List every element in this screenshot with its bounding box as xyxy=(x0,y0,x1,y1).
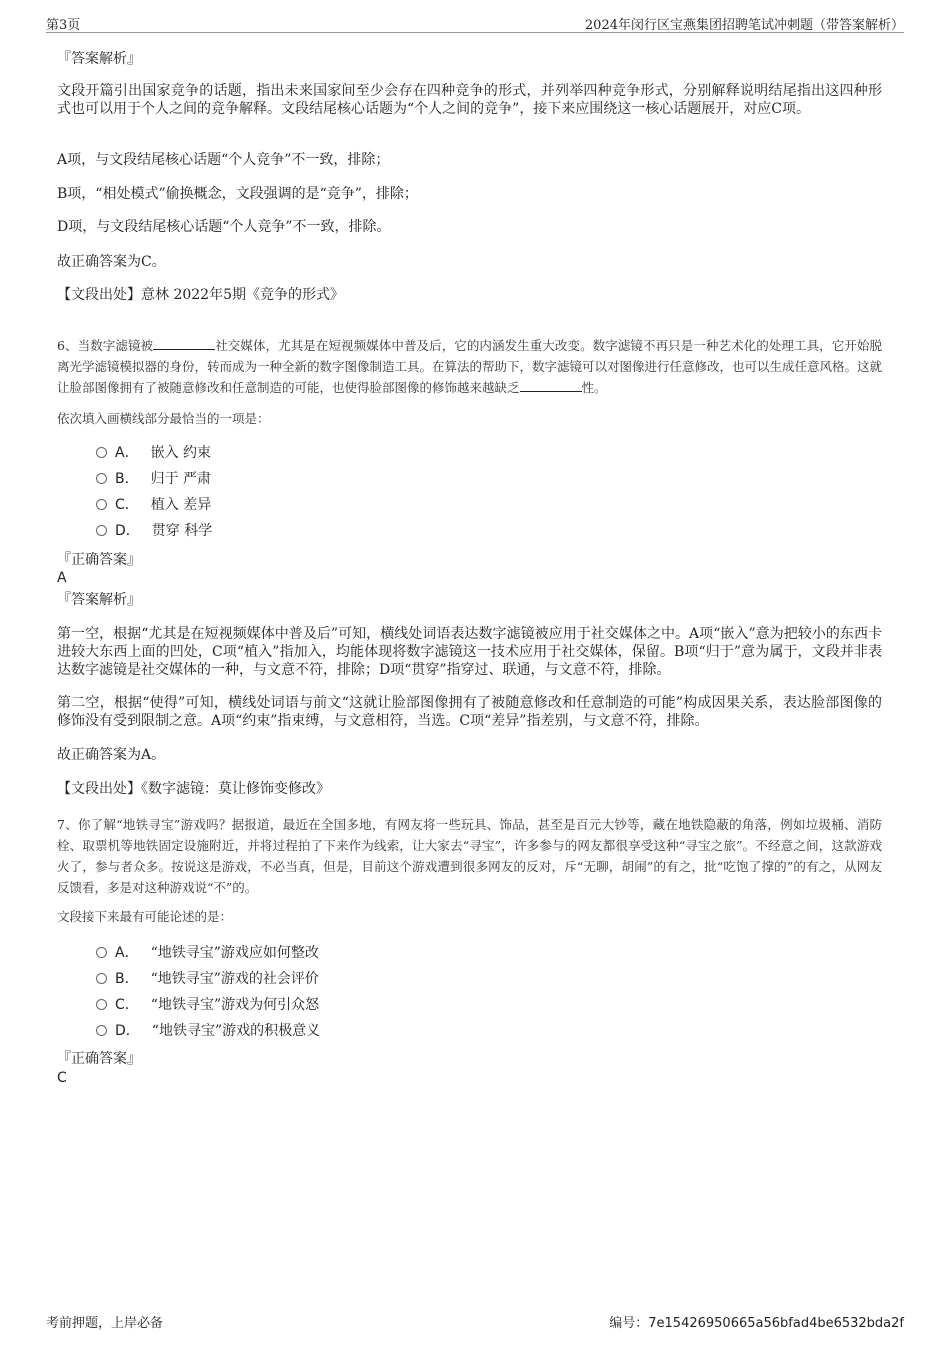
page-number: 第3页 xyxy=(46,18,81,33)
q5-conclusion: 故正确答案为C。 xyxy=(57,254,166,270)
q5-analysis-p2: A项，与文段结尾核心话题“个人竞争”不一致，排除； xyxy=(57,152,390,168)
q7-correct-label: 『正确答案』 xyxy=(57,1051,141,1067)
q6-prompt: 依次填入画横线部分最恰当的一项是： xyxy=(57,411,270,426)
radio-icon[interactable] xyxy=(96,447,107,458)
q7-option-c[interactable]: C． “地铁寻宝”游戏为何引众怒 xyxy=(96,995,320,1021)
q6-option-c[interactable]: C． 植入 差异 xyxy=(96,495,212,521)
q5-analysis-p1: 文段开篇引出国家竞争的话题，指出未来国家间至少会存在四种竞争的形式，并列举四种竞争形式，分别解释说明结尾指出这四种形式也可以用于个人之间的竞争解释。文段结尾核心话题为“个人之间的竞争”，接下来应围绕这一核心话题展开，对应C项。 xyxy=(57,83,882,117)
q6-analysis-p2: 第二空，根据“使得”可知，横线处词语与前文“这就让脸部图像拥有了被随意修改和任意制造的可能”构成因果关系，表达脸部图像的修饰没有受到限制之意。A项“约束”指束缚，与文意相符，当选。C项“差异”指差别，与文意不符，排除。 xyxy=(57,695,882,729)
q7-option-b[interactable]: B． “地铁寻宝”游戏的社会评价 xyxy=(96,969,320,995)
q5-analysis-label: 『答案解析』 xyxy=(57,51,141,67)
q5-analysis-p3: B项，“相处模式”偷换概念，文段强调的是“竞争”，排除； xyxy=(57,186,418,202)
q7-stem: 7、你了解“地铁寻宝”游戏吗？据报道，最近在全国多地，有网友将一些玩具、饰品，甚至是百元大钞等，藏在地铁隐蔽的角落，例如垃圾桶、消防栓、取票机等地铁固定设施附近，并将过程拍了下来作为线索，让大家去“寻宝”，许多参与的网友都很享受这种“寻宝之旅”。不经意之间，这款游戏火了，参与者众多。按说这是游戏，不必当真，但是，目前这个游戏遭到很多网友的反对，斥“无聊，胡闹”的有之，批“吃饱了撑的”的有之，从网友反馈看，多是对这种游戏说“不”的。 xyxy=(57,817,882,895)
q7-option-a[interactable]: A． “地铁寻宝”游戏应如何整改 xyxy=(96,943,320,969)
radio-icon[interactable] xyxy=(96,499,107,510)
footer-slogan: 考前押题，上岸必备 xyxy=(46,1316,164,1331)
q6-option-d[interactable]: D． 贯穿 科学 xyxy=(96,521,212,547)
q6-option-a[interactable]: A． 嵌入 约束 xyxy=(96,443,212,469)
radio-icon[interactable] xyxy=(96,999,107,1010)
radio-icon[interactable] xyxy=(96,473,107,484)
q5-source: 【文段出处】意林 2022年5期《竞争的形式》 xyxy=(57,287,344,303)
q6-option-b[interactable]: B． 归于 严肃 xyxy=(96,469,212,495)
blank-1 xyxy=(153,338,215,350)
document-title: 2024年闵行区宝燕集团招聘笔试冲刺题（带答案解析） xyxy=(584,18,904,33)
q6-correct-label: 『正确答案』 xyxy=(57,552,141,568)
radio-icon[interactable] xyxy=(96,1025,107,1036)
q7-correct-answer: C xyxy=(57,1070,67,1086)
page-footer xyxy=(46,1312,904,1330)
q7-prompt: 文段接下来最有可能论述的是： xyxy=(57,909,233,924)
q6-options xyxy=(96,443,212,547)
q7-options xyxy=(96,943,320,1047)
radio-icon[interactable] xyxy=(96,525,107,536)
q5-analysis-p4: D项，与文段结尾核心话题“个人竞争”不一致，排除。 xyxy=(57,219,391,235)
radio-icon[interactable] xyxy=(96,973,107,984)
radio-icon[interactable] xyxy=(96,947,107,958)
q6-conclusion: 故正确答案为A。 xyxy=(57,747,166,763)
q6-analysis-p1: 第一空，根据“尤其是在短视频媒体中普及后”可知，横线处词语表达数字滤镜被应用于社交媒体之中。A项“嵌入”意为把较小的东西卡进较大东西上面的凹处，C项“植入”指加入，均能体现将数字滤镜这一技术应用于社交媒体，保留。B项“归于”意为属于，文段并非表达数字滤镜是社交媒体的一种，与文意不符，排除；D项“贯穿”指穿过、联通，与文意不符，排除。 xyxy=(57,626,882,678)
document-code: 编号：7e15426950665a56bfad4be6532bda2f xyxy=(609,1316,904,1331)
q6-correct-answer: A xyxy=(57,570,67,586)
q7-option-d[interactable]: D． “地铁寻宝”游戏的积极意义 xyxy=(96,1021,320,1047)
page-header xyxy=(46,14,904,33)
blank-2 xyxy=(520,380,582,392)
q6-source: 【文段出处】《数字滤镜：莫让修饰变修改》 xyxy=(57,781,330,797)
q6-stem: 6、当数字滤镜被 社交媒体，尤其是在短视频媒体中普及后，它的内涵发生重大改变。数字滤镜不再只是一种艺术化的处理工具，它开始脱离光学滤镜模拟器的身份，转而成为一种全新的数字图像制造工具。在算法的帮助下，数字滤镜可以对图像进行任意修改，也可以生成任意风格。这就让脸部图像拥有了被随意修改和任意制造的可能，也使得脸部图像的修饰越来越缺乏 性。 xyxy=(57,338,883,395)
q6-analysis-label: 『答案解析』 xyxy=(57,592,141,608)
